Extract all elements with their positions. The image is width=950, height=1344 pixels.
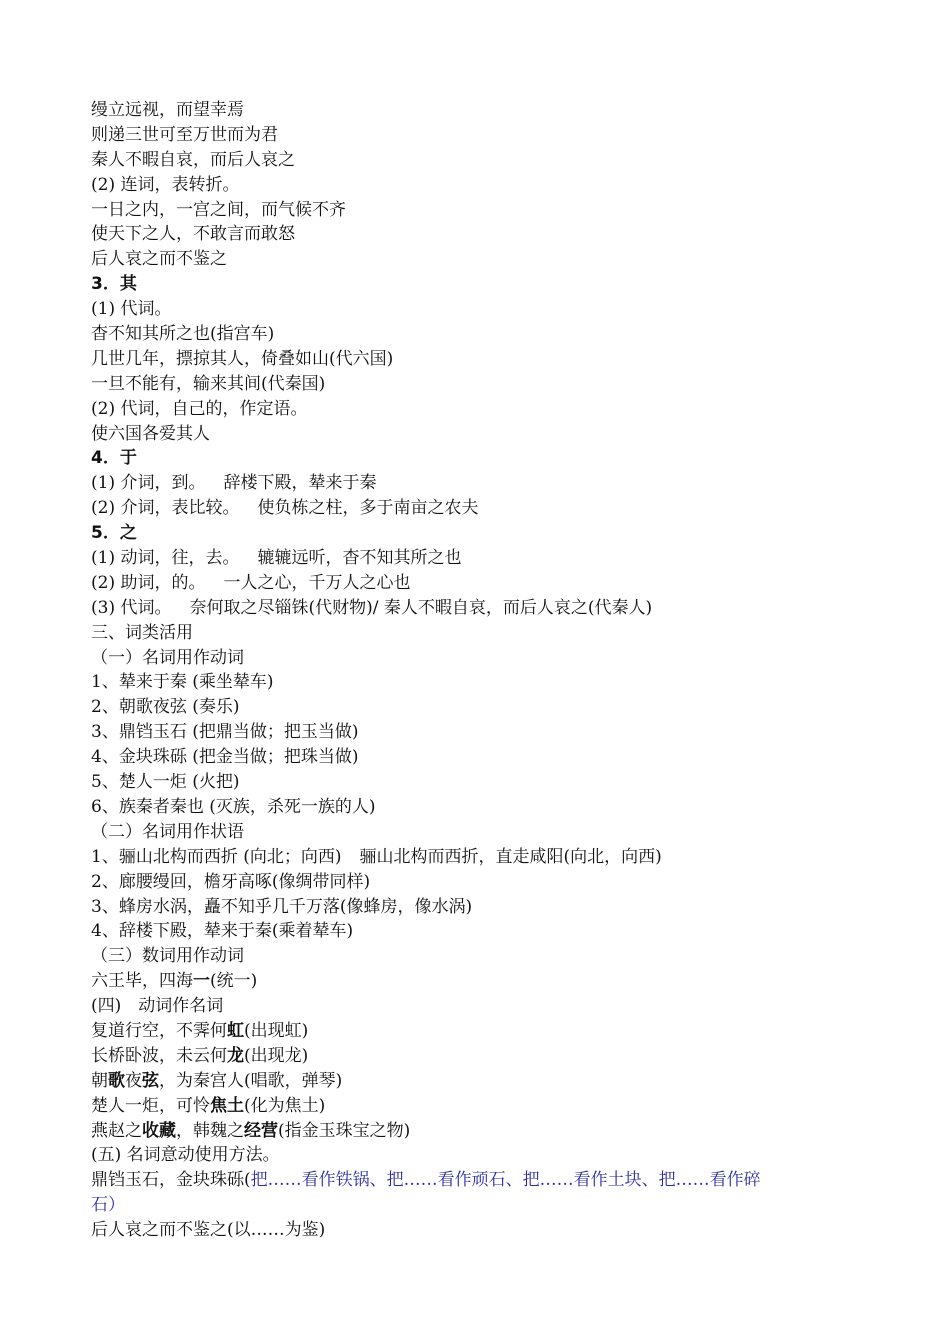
text-span: 燕赵之 — [91, 1120, 142, 1141]
text-line: 秦人不暇自哀，而后人哀之 — [91, 149, 295, 170]
bold-span: 龙 — [227, 1045, 244, 1066]
text-line: 缦立远视，而望幸焉 — [91, 100, 244, 120]
text-line: 使六国各爱其人 — [91, 423, 210, 444]
text-line: 3、鼎铛玉石 (把鼎当做；把玉当做) — [91, 722, 359, 743]
text-span: 朝 — [91, 1070, 108, 1091]
section-heading: 3．其 — [91, 274, 137, 295]
text-line: 杳不知其所之也(指宫车) — [91, 324, 275, 345]
text-line — [91, 546, 861, 571]
text-line — [91, 1193, 861, 1218]
text-line: 6、族秦者秦也 (灭族，杀死一族的人) — [91, 796, 376, 817]
text-line — [91, 1044, 861, 1069]
text-line — [91, 1069, 861, 1094]
text-line: 一旦不能有，输来其间(代秦国) — [91, 373, 326, 394]
text-line — [91, 496, 861, 521]
text-line — [91, 1019, 861, 1044]
text-line: 2、廊腰缦回，檐牙高啄(像绸带同样) — [91, 871, 371, 892]
text-line: 几世几年，摽掠其人，倚叠如山(代六国) — [91, 348, 394, 369]
text-line — [91, 969, 861, 994]
text-span: (出现龙) — [244, 1045, 309, 1066]
text-line: 后人哀之而不鉴之(以……为鉴) — [91, 1220, 326, 1241]
text-line — [91, 471, 861, 496]
text-line: (2) 代词，自己的，作定语。 — [91, 398, 308, 419]
text-span: ，为秦宫人(唱歌，弹琴) — [159, 1070, 343, 1091]
text-line: 一日之内，一宫之间，而气候不齐 — [91, 199, 346, 220]
text-line: (2) 连词，表转折。 — [91, 174, 240, 195]
text-line: 5、楚人一炬 (火把) — [91, 772, 240, 793]
bold-span: 经营 — [244, 1120, 278, 1141]
text-line — [91, 571, 861, 596]
text-line: (1) 代词。 — [91, 299, 172, 320]
text-span: (统一) — [210, 971, 258, 992]
bold-span: 虹 — [227, 1020, 244, 1041]
text-span: (2) 助词，的。 — [91, 572, 206, 593]
text-line: 1、辇来于秦 (乘坐辇车) — [91, 672, 274, 693]
text-line: 使天下之人，不敢言而敢怒 — [91, 224, 295, 245]
text-span: 辞楼下殿，辇来于秦 — [223, 473, 377, 494]
text-line: 4、金块珠砾 (把金当做；把珠当做) — [91, 747, 359, 768]
text-span: 楚人一炬，可怜 — [91, 1095, 210, 1116]
text-line — [91, 596, 861, 621]
bold-span: 焦土 — [210, 1095, 244, 1116]
text-line: 三、词类活用 — [91, 622, 193, 643]
text-line — [91, 845, 861, 870]
text-line: 3、蜂房水涡，矗不知乎几千万落(像蜂房，像水涡) — [91, 896, 473, 917]
text-span: 鼎铛玉石，金块珠砾( — [91, 1170, 251, 1191]
text-span: (化为焦土) — [244, 1095, 326, 1116]
document-page — [91, 98, 861, 1243]
text-line — [91, 1168, 861, 1193]
bold-span: 收藏 — [142, 1120, 176, 1141]
blue-annotation: 石） — [91, 1195, 125, 1216]
text-span: 1、骊山北构而西折 (向北；向西) — [91, 846, 342, 867]
text-line: (四) 动词作名词 — [91, 996, 224, 1017]
text-line — [91, 1119, 861, 1144]
text-span: 奈何取之尽锱铢(代财物)/ 秦人不暇自哀，而后人哀之(代秦人) — [189, 597, 653, 618]
text-span: (指金玉珠宝之物) — [278, 1120, 411, 1141]
section-heading: 4．于 — [91, 448, 137, 469]
text-line: 后人哀之而不鉴之 — [91, 249, 227, 270]
text-span: (1) 介词，到。 — [91, 473, 206, 494]
text-line: （一）名词用作动词 — [91, 647, 244, 668]
text-line: (五) 名词意动使用方法。 — [91, 1145, 280, 1166]
text-line: 2、朝歌夜弦 (奏乐) — [91, 697, 240, 718]
text-span: (出现虹) — [244, 1020, 309, 1041]
text-line: （三）数词用作动词 — [91, 946, 244, 967]
text-span: 辘辘远听，杳不知其所之也 — [257, 548, 462, 569]
bold-span: 一 — [193, 971, 210, 992]
text-span: (3) 代词。 — [91, 597, 172, 618]
text-span: 一人之心，千万人之心也 — [223, 572, 411, 593]
text-line: 则递三世可至万世而为君 — [91, 124, 278, 145]
text-span: 骊山北构而西折，直走咸阳(向北，向西) — [359, 846, 662, 867]
section-heading: 5．之 — [91, 523, 137, 544]
text-line: 4、辞楼下殿，辇来于秦(乘着辇车) — [91, 921, 354, 942]
text-span: 使负栋之柱，多于南亩之农夫 — [257, 498, 479, 519]
text-span: 夜 — [125, 1070, 142, 1091]
text-line: （二）名词用作状语 — [91, 821, 244, 842]
text-span: 长桥卧波，未云何 — [91, 1045, 227, 1066]
text-span: (1) 动词，往，去。 — [91, 548, 240, 569]
bold-span: 弦 — [142, 1070, 159, 1091]
text-span: 六王毕，四海 — [91, 971, 193, 992]
text-line — [91, 1094, 861, 1119]
blue-annotation: 把……看作铁锅、把……看作顽石、把……看作土块、把……看作碎 — [250, 1170, 761, 1191]
text-span: (2) 介词，表比较。 — [91, 498, 240, 519]
text-span: ，韩魏之 — [176, 1120, 244, 1141]
bold-span: 歌 — [108, 1070, 125, 1091]
text-span: 复道行空，不霁何 — [91, 1020, 227, 1041]
